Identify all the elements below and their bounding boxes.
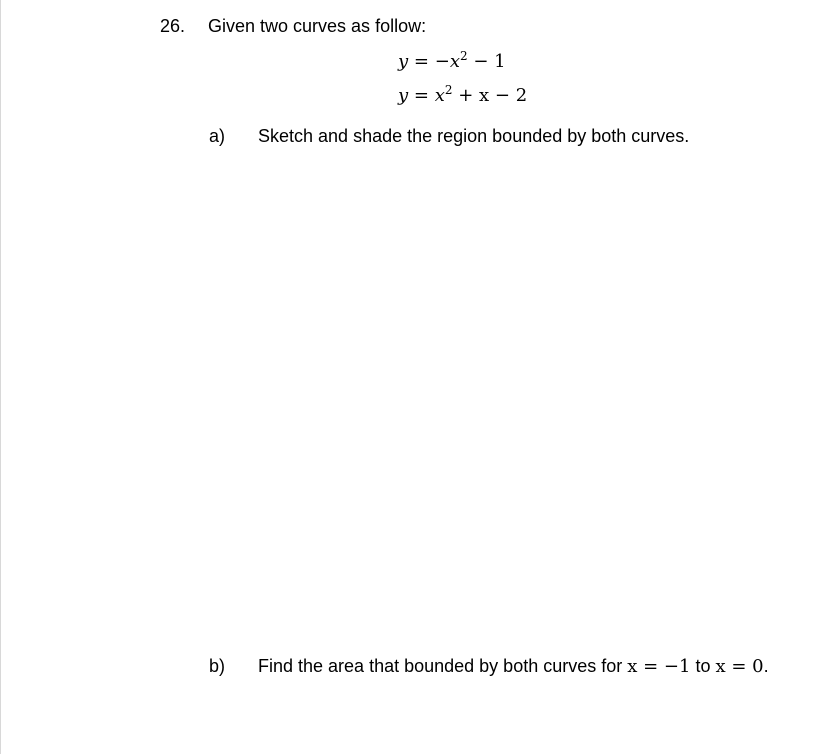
part-b-label: b) bbox=[209, 656, 226, 676]
equation-1-sign: − bbox=[434, 51, 450, 72]
part-a-label: a) bbox=[209, 126, 226, 146]
equation-1-var: x bbox=[449, 51, 460, 72]
part-b-prompt: Find the area that bounded by both curves for bbox=[258, 656, 628, 676]
equation-1-rest: − 1 bbox=[467, 51, 506, 72]
equation-1 bbox=[398, 42, 527, 76]
part-b-period: . bbox=[763, 656, 769, 676]
equation-1-exponent: 2 bbox=[459, 49, 468, 63]
equation-2-exponent: 2 bbox=[444, 83, 453, 97]
equation-2-op: = bbox=[413, 85, 429, 106]
equation-2-lhs: y bbox=[398, 85, 409, 106]
part-a-text: Sketch and shade the region bounded by both curves. bbox=[258, 126, 690, 146]
part-b-connector: to bbox=[690, 656, 716, 676]
equation-1-lhs: y bbox=[398, 51, 409, 72]
question-intro: Given two curves as follow: bbox=[208, 16, 427, 36]
equation-2-rest: + x − 2 bbox=[452, 85, 528, 106]
part-b-text bbox=[258, 656, 769, 677]
equation-2-var: x bbox=[434, 85, 445, 106]
part-b-math-start: x = −1 bbox=[627, 656, 691, 677]
part-b-math-end: x = 0 bbox=[715, 656, 764, 677]
equation-1-op: = bbox=[413, 51, 429, 72]
question-number: 26. bbox=[160, 16, 186, 36]
curve-equations bbox=[398, 42, 527, 110]
page-left-border bbox=[0, 0, 1, 754]
equation-2 bbox=[398, 76, 527, 110]
